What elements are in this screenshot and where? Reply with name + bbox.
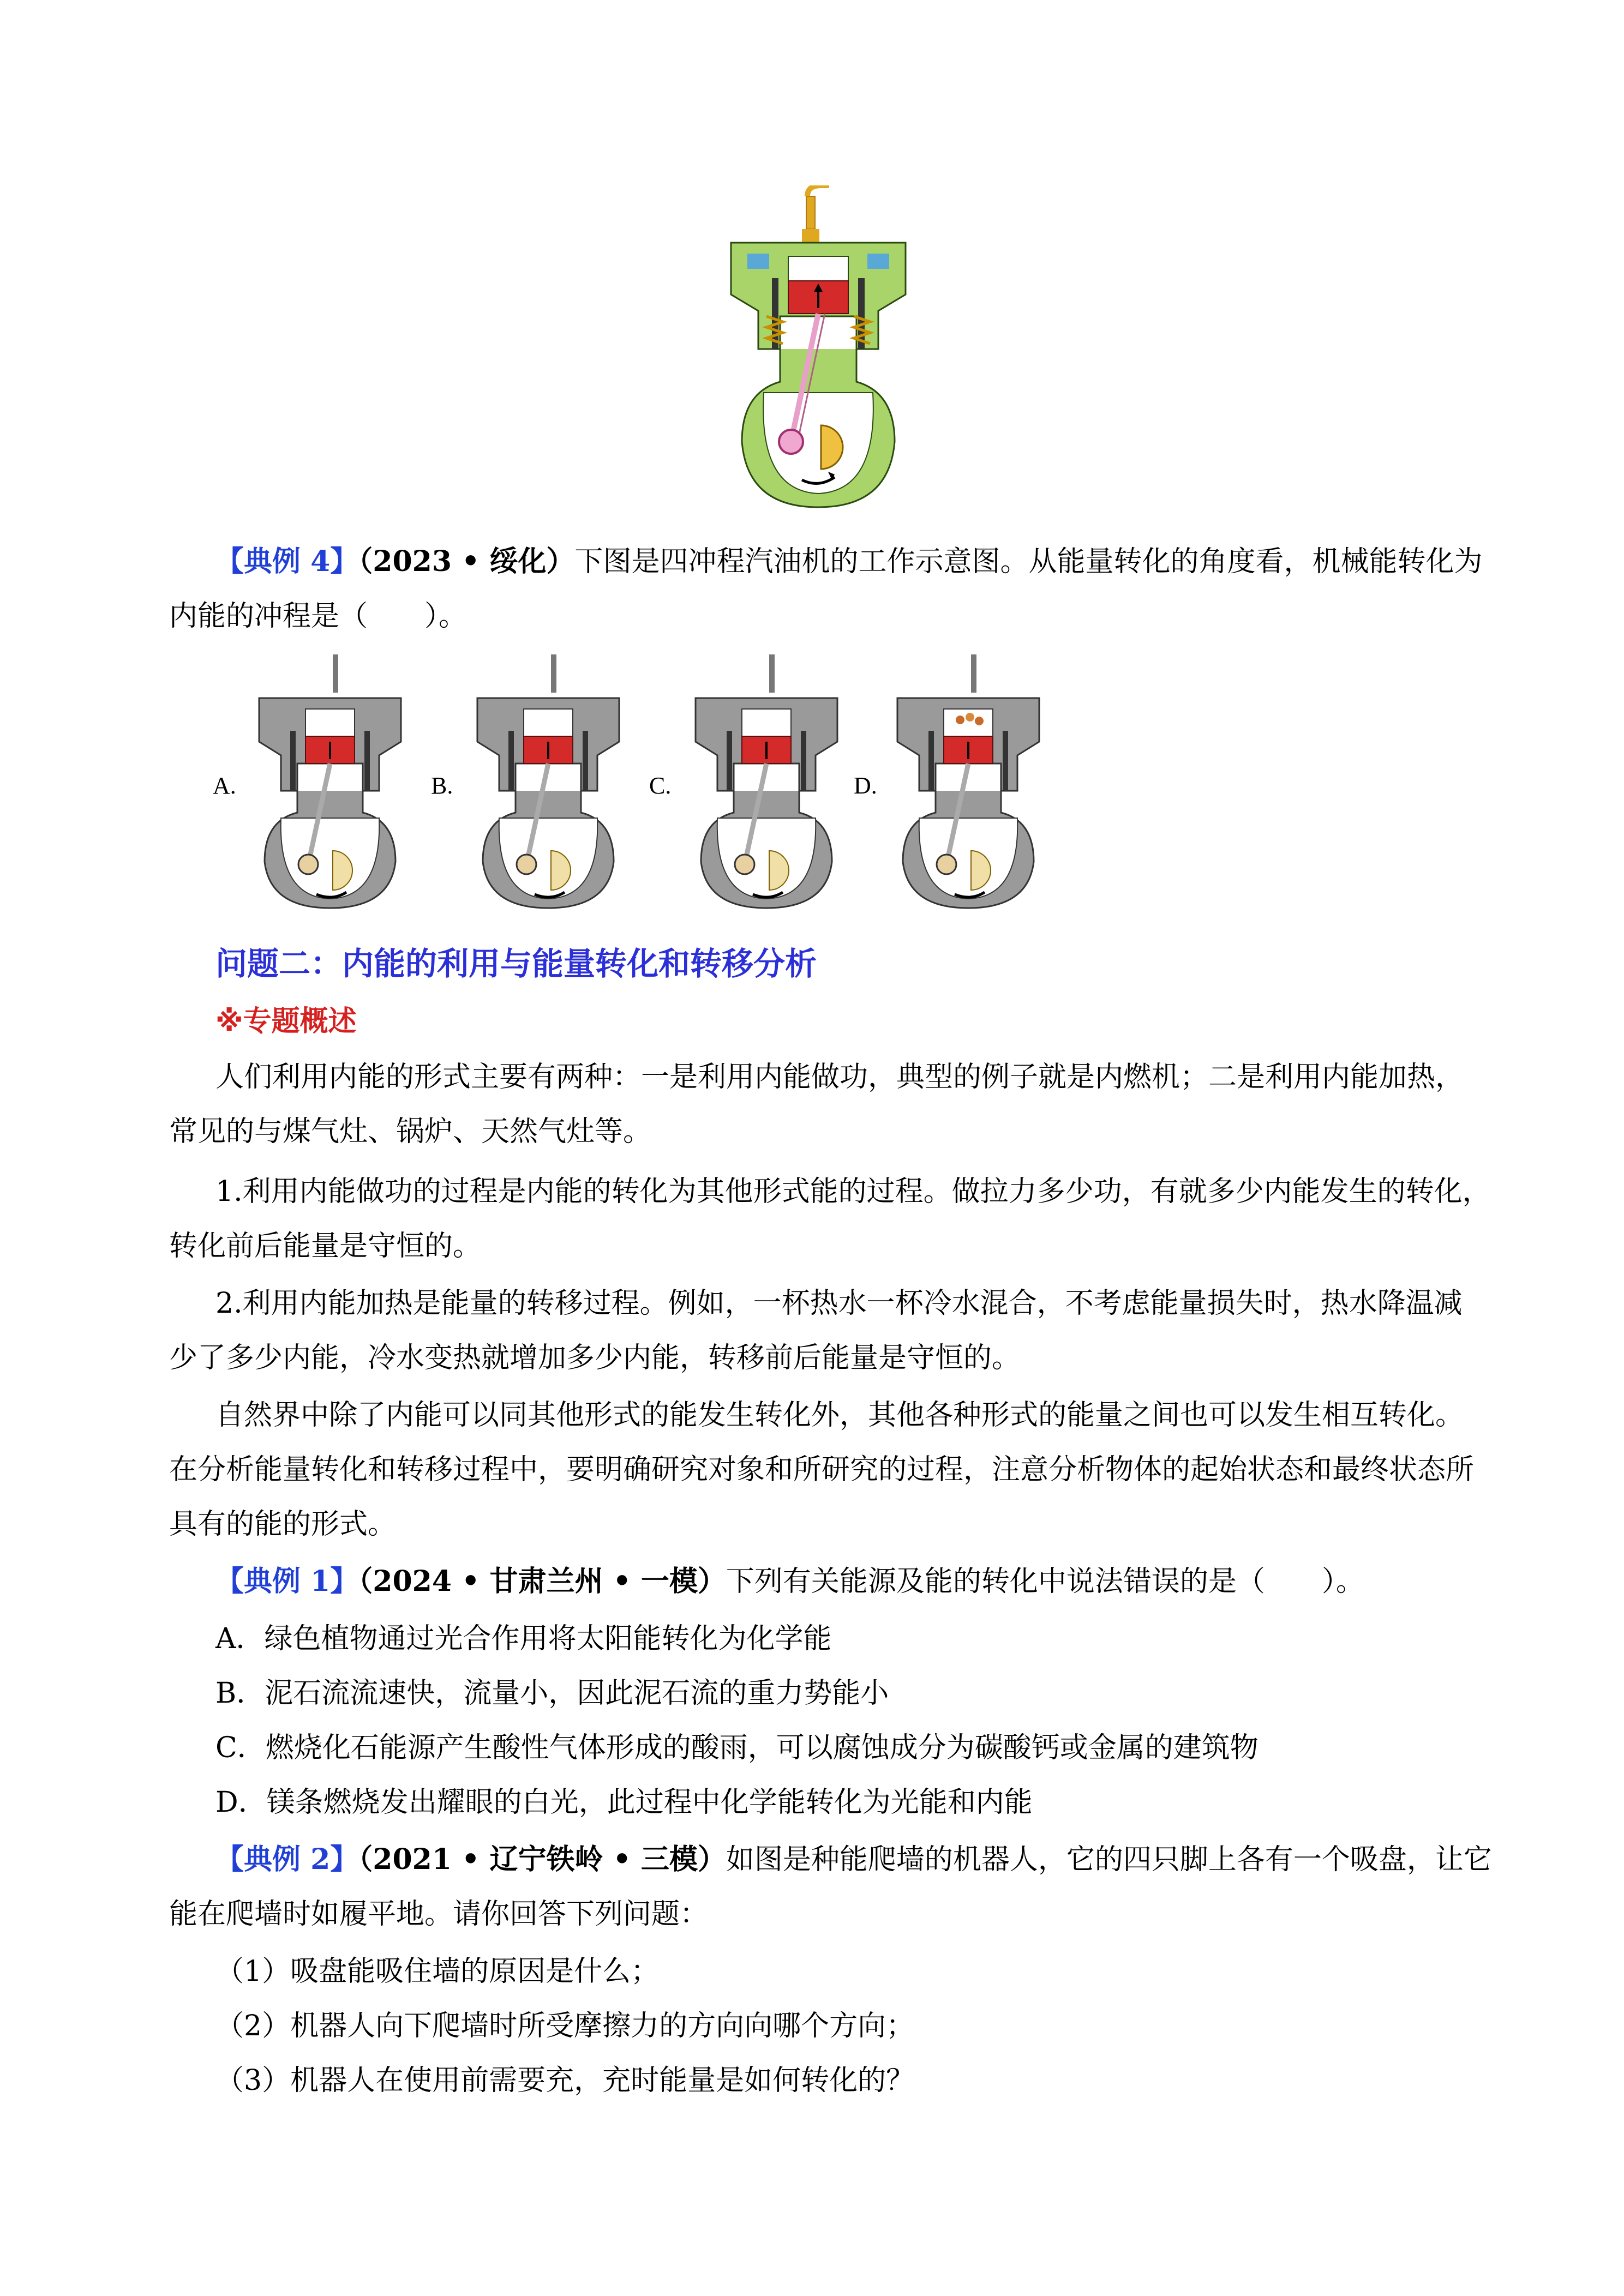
- engine-diagram-d: [895, 654, 1042, 911]
- option-label-d: D.: [854, 772, 877, 799]
- engine-diagram-c: [693, 654, 840, 911]
- example4-tag: 【典例 4】: [215, 545, 359, 578]
- example2-text: 如图是种能爬墙的机器人，它的四只脚上各有一个吸盘，让它: [726, 1843, 1492, 1876]
- para2-line1: 1.利用内能做功的过程是内能的转化为其他形式能的过程。做拉力多少功，有就多少内能发生的转化，: [215, 1175, 1491, 1208]
- example1-text: 下列有关能源及能的转化中说法错误的是（ ）。: [726, 1565, 1364, 1598]
- para3-line1: 2.利用内能加热是能量的转移过程。例如，一杯热水一杯冷水混合，不考虑能量损失时，热水降温减: [215, 1287, 1463, 1320]
- example2-tag: 【典例 2】: [215, 1843, 359, 1876]
- example2-source: （2021 • 辽宁铁岭 • 三模）: [358, 1843, 726, 1876]
- para2-line2: 转化前后能量是守恒的。: [169, 1230, 482, 1263]
- example4-line1: [215, 534, 1525, 589]
- example1-option-d: D．镁条燃烧发出耀眼的白光，此过程中化学能转化为光能和内能: [215, 1786, 1033, 1819]
- example2-question-1: （1）吸盘能吸住墙的原因是什么；: [215, 1955, 660, 1988]
- example1-option-b: B．泥石流流速快，流量小，因此泥石流的重力势能小: [215, 1677, 889, 1710]
- example1-option-c: C．燃烧化石能源产生酸性气体形成的酸雨，可以腐蚀成分为碳酸钙或金属的建筑物: [215, 1732, 1259, 1764]
- para4-line3: 具有的能的形式。: [169, 1508, 397, 1541]
- example2-line2: 能在爬墙时如履平地。请你回答下列问题：: [169, 1898, 709, 1931]
- example2-question-2: （2）机器人向下爬墙时所受摩擦力的方向向哪个方向；: [215, 2010, 915, 2042]
- para4-line2: 在分析能量转化和转移过程中，要明确研究对象和所研究的过程，注意分析物体的起始状态和最终状态所: [169, 1453, 1475, 1486]
- engine-diagram-color: [726, 185, 911, 513]
- para1-line1: 人们利用内能的形式主要有两种：一是利用内能做功，典型的例子就是内燃机；二是利用内能加热，: [215, 1061, 1464, 1093]
- overview-title: ※专题概述: [215, 1005, 357, 1038]
- engine-diagram-b: [475, 654, 622, 911]
- example1-option-a: A．绿色植物通过光合作用将太阳能转化为化学能: [215, 1622, 832, 1655]
- example2-line1: [215, 1832, 1525, 1887]
- para4-line1: 自然界中除了内能可以同其他形式的能发生转化外，其他各种形式的能量之间也可以发生相互转化。: [215, 1399, 1464, 1432]
- example2-question-3: （3）机器人在使用前需要充，充时能量是如何转化的？: [215, 2064, 915, 2097]
- section2-title: 问题二：内能的利用与能量转化和转移分析: [215, 945, 817, 982]
- example4-source: （2023 • 绥化）: [358, 545, 575, 578]
- engine-diagram-a: [256, 654, 404, 911]
- option-label-b: B.: [431, 772, 453, 799]
- example1-tag: 【典例 1】: [215, 1565, 359, 1598]
- para1-line2: 常见的与煤气灶、锅炉、天然气灶等。: [169, 1115, 652, 1148]
- option-label-c: C.: [649, 772, 672, 799]
- example1-source: （2024 • 甘肃兰州 • 一模）: [358, 1565, 726, 1598]
- example1-question: [215, 1554, 1525, 1609]
- para3-line2: 少了多少内能，冷水变热就增加多少内能，转移前后能量是守恒的。: [169, 1342, 1021, 1374]
- example4-line2: 内能的冲程是（ ）。: [169, 600, 468, 633]
- example4-text: 下图是四冲程汽油机的工作示意图。从能量转化的角度看，机械能转化为: [574, 545, 1483, 578]
- option-label-a: A.: [213, 772, 236, 799]
